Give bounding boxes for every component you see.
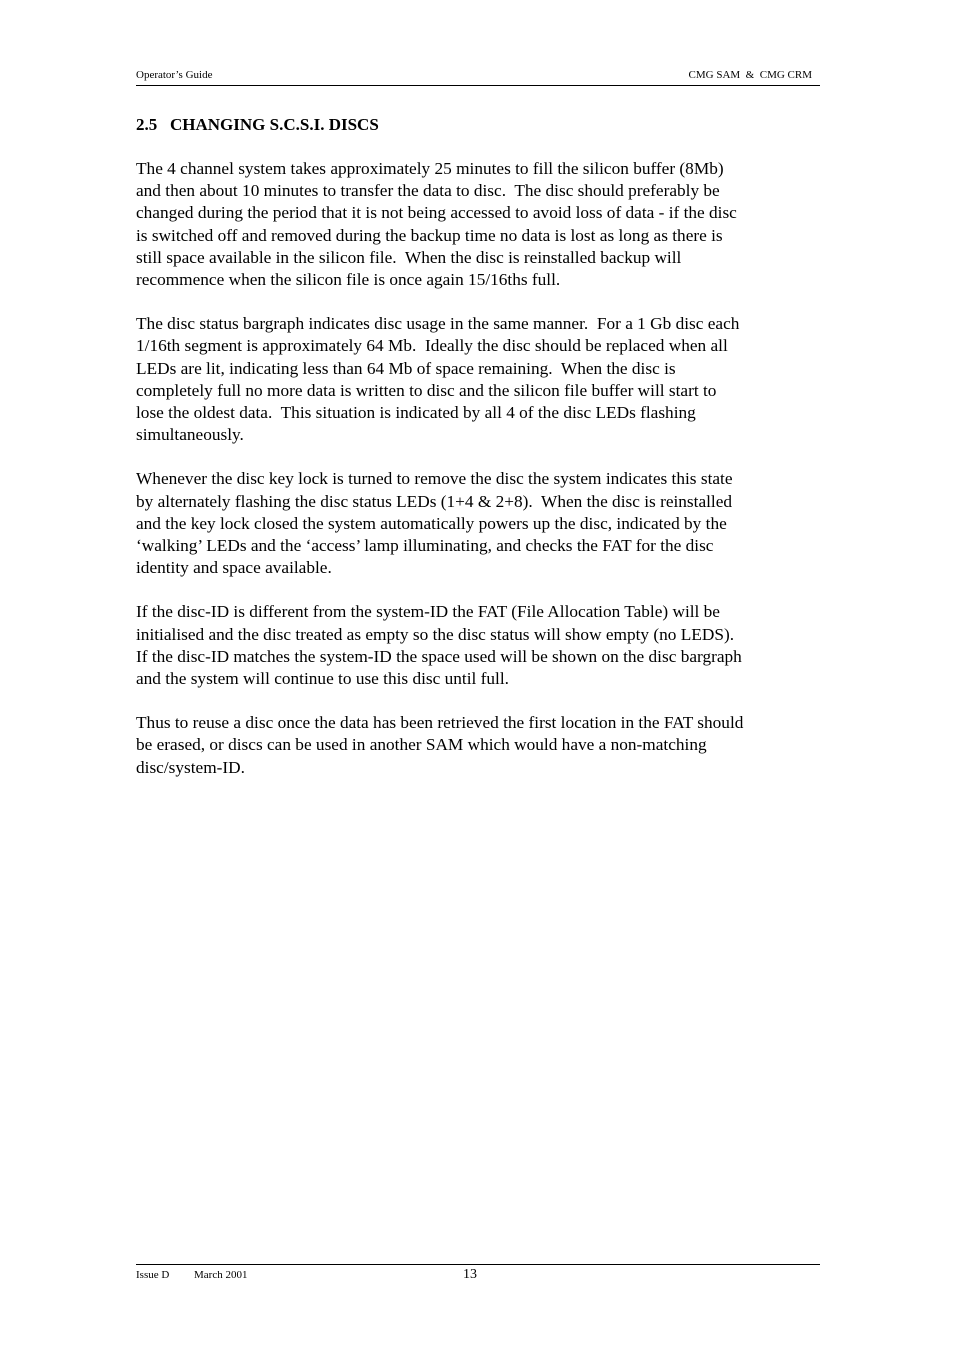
paragraph-line: and the key lock closed the system automatically powers up the disc, indicated by the [136,513,727,533]
body-paragraph [136,158,826,291]
footer-page-number: 13 [463,1267,477,1282]
paragraph-line: changed during the period that it is not being accessed to avoid loss of data - if the disc [136,203,737,223]
body-paragraph [136,601,826,690]
footer-date: March 2001 [194,1269,248,1281]
body-paragraph [136,313,826,446]
paragraph-line: still space available in the silicon file. When the disc is reinstalled backup will [136,247,682,267]
paragraph-line: identity and space available. [136,558,332,578]
paragraph-line: If the disc-ID matches the system-ID the space used will be shown on the disc bargraph [136,646,742,666]
paragraph-line: is switched off and removed during the backup time no data is lost as long as there is [136,225,723,245]
paragraph-line: be erased, or discs can be used in another SAM which would have a non-matching [136,735,707,755]
body-paragraph [136,468,826,579]
paragraph-line: Whenever the disc key lock is turned to remove the disc the system indicates this state [136,469,733,489]
paragraph-line: and then about 10 minutes to transfer the data to disc. The disc should preferably be [136,181,720,201]
paragraph-line: by alternately flashing the disc status LEDs (1+4 & 2+8). When the disc is reinstalled [136,491,733,511]
paragraph-line: disc/system-ID. [136,757,245,777]
paragraph-line: If the disc-ID is different from the system-ID the FAT (File Allocation Table) will be [136,602,720,622]
paragraph-line: Thus to reuse a disc once the data has been retrieved the first location in the FAT should [136,713,744,733]
paragraph-line: 1/16th segment is approximately 64 Mb. Ideally the disc should be replaced when all [136,336,728,356]
header-document-title: Operator’s Guide [136,69,213,81]
paragraph-line: ‘walking’ LEDs and the ‘access’ lamp illuminating, and checks the FAT for the disc [136,536,714,556]
body-paragraph [136,712,826,779]
page-footer [136,1264,820,1282]
section-heading: 2.5 CHANGING S.C.S.I. DISCS [136,115,379,134]
page-content [136,114,826,801]
paragraph-line: The disc status bargraph indicates disc usage in the same manner. For a 1 Gb disc each [136,314,740,334]
paragraph-line: The 4 channel system takes approximately 25 minutes to fill the silicon buffer (8Mb) [136,159,724,178]
footer-issue: Issue D [136,1269,170,1281]
page-header [136,66,820,86]
paragraph-line: simultaneously. [136,425,244,445]
body-paragraphs [136,158,826,779]
paragraph-line: LEDs are lit, indicating less than 64 Mb of space remaining. When the disc is [136,358,676,378]
paragraph-line: and the system will continue to use this disc until full. [136,669,509,689]
header-product-name: CMG SAM & CMG CRM [688,69,812,81]
paragraph-line: lose the oldest data. This situation is indicated by all 4 of the disc LEDs flashing [136,403,696,423]
paragraph-line: recommence when the silicon file is once again 15/16ths full. [136,270,561,290]
paragraph-line: completely full no more data is written to disc and the silicon file buffer will start to [136,380,717,400]
paragraph-line: initialised and the disc treated as empty so the disc status will show empty (no LEDS). [136,624,735,644]
